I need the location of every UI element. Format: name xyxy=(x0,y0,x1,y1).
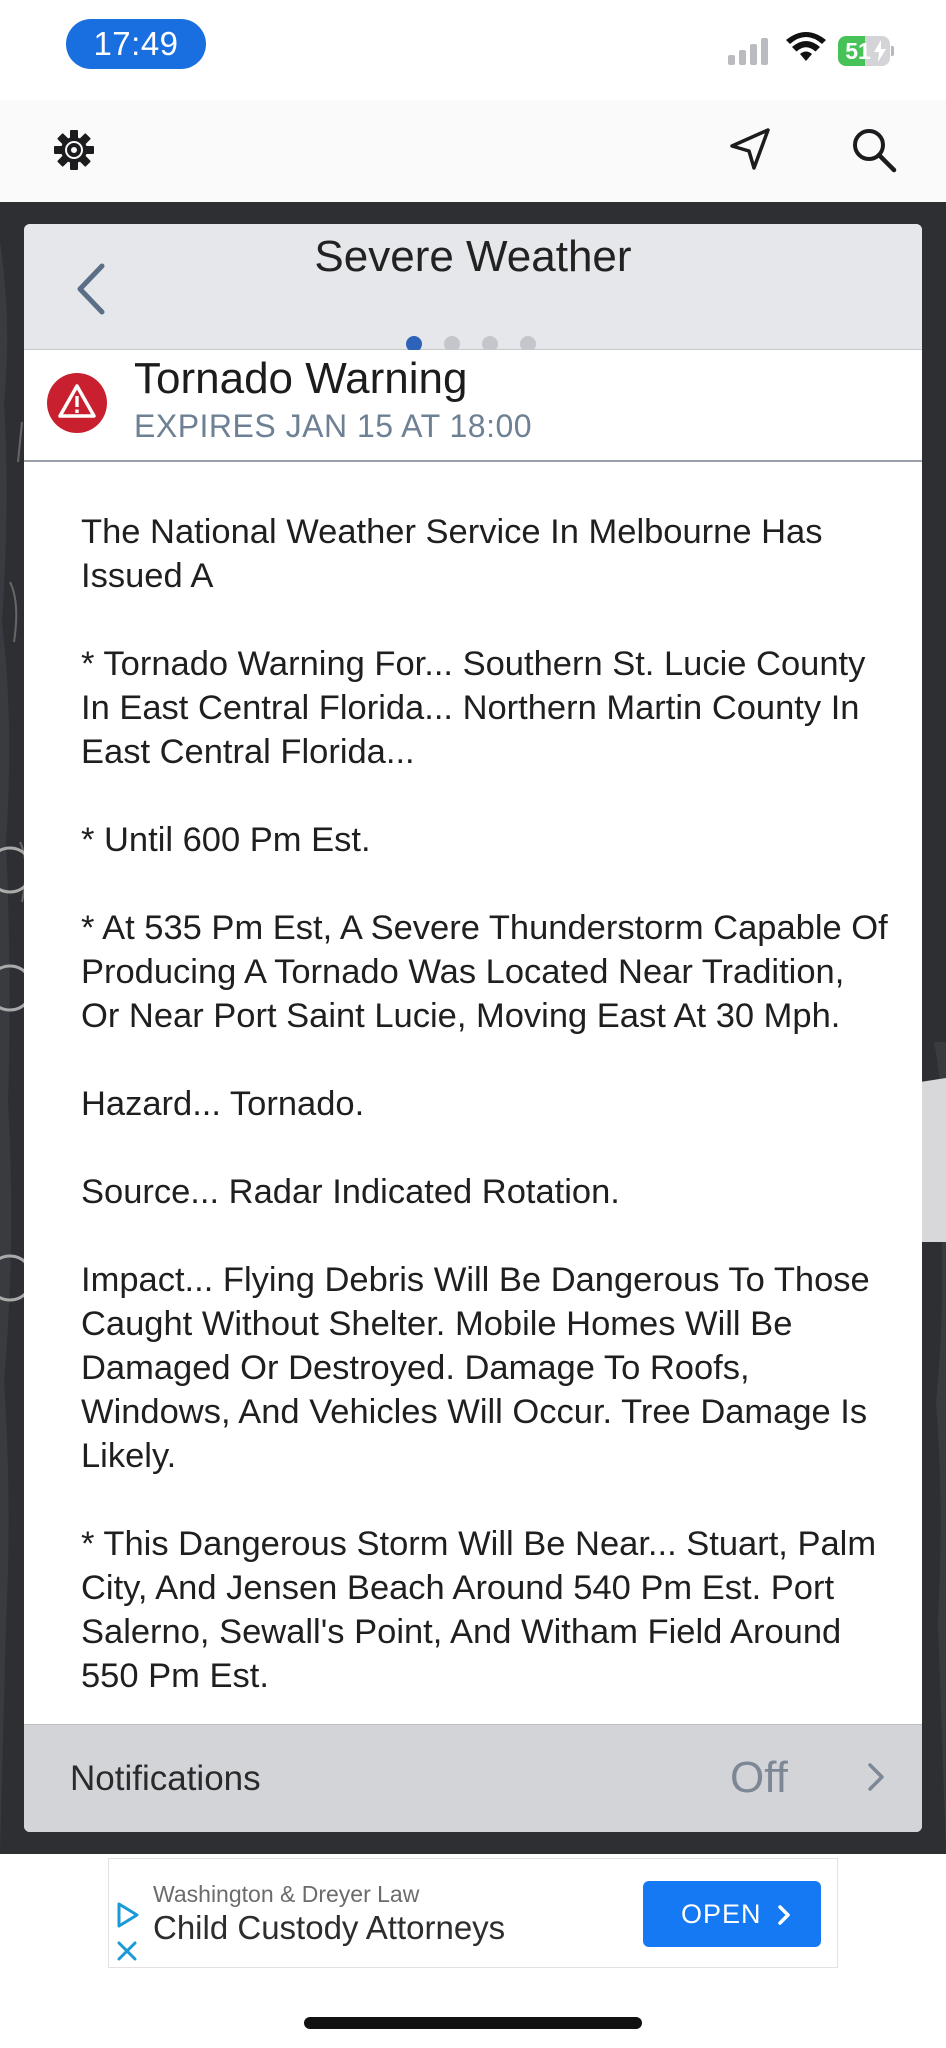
gear-icon[interactable] xyxy=(48,124,100,176)
ad-headline: Child Custody Attorneys xyxy=(153,1909,506,1946)
alert-paragraph: * This Dangerous Storm Will Be Near... Stuart, Palm City, And Jensen Beach Around 540 Pm Est. Port Salerno, Sewall's Point, And Witham Field Around 550 Pm Est. xyxy=(81,1525,877,1695)
alert-header xyxy=(24,350,922,462)
warning-triangle-icon xyxy=(46,372,108,434)
charging-bolt-icon xyxy=(873,40,887,62)
ad-choices-icon[interactable] xyxy=(115,1901,141,1929)
ad-sponsor: Washington & Dreyer Law xyxy=(153,1881,420,1907)
close-icon[interactable] xyxy=(115,1939,139,1963)
notifications-value: Off xyxy=(730,1753,788,1802)
notifications-label: Notifications xyxy=(70,1759,261,1798)
ad-open-button[interactable] xyxy=(643,1881,821,1947)
severe-weather-panel xyxy=(24,224,922,1832)
alert-paragraph: * At 535 Pm Est, A Severe Thunderstorm Capable Of Producing A Tornado Was Located Near Tradition, Or Near Port Saint Lucie, Moving East At 30 Mph. xyxy=(81,909,888,1035)
location-arrow-icon[interactable] xyxy=(724,124,776,176)
notifications-row[interactable] xyxy=(24,1724,922,1832)
status-time: 17:49 xyxy=(66,19,206,69)
battery-percent: 51 xyxy=(845,38,871,64)
wifi-icon xyxy=(786,32,826,64)
alert-paragraph: Source... Radar Indicated Rotation. xyxy=(81,1173,620,1211)
alert-paragraph: * Tornado Warning For... Southern St. Lucie County In East Central Florida... Northern Martin County In East Central Florida... xyxy=(81,645,866,771)
alert-description xyxy=(81,510,891,1724)
alert-title: Tornado Warning xyxy=(134,354,468,403)
alert-paragraph: Hazard... Tornado. xyxy=(81,1085,365,1123)
battery-icon xyxy=(838,36,894,66)
chevron-right-icon xyxy=(866,1761,886,1793)
status-bar xyxy=(0,0,946,100)
panel-title: Severe Weather xyxy=(314,232,632,281)
alert-paragraph: Impact... Flying Debris Will Be Dangerous To Those Caught Without Shelter. Mobile Homes Will Be Damaged Or Destroyed. Damage To Roofs, Windows, And Vehicles Will Occur. Tree Damage Is Likely. xyxy=(81,1261,870,1475)
alert-paragraph: * Until 600 Pm Est. xyxy=(81,821,371,859)
top-toolbar xyxy=(0,100,946,202)
alert-expiration: EXPIRES JAN 15 AT 18:00 xyxy=(134,408,533,444)
ad-open-label: OPEN xyxy=(681,1899,762,1929)
cellular-signal-icon xyxy=(728,37,770,65)
panel-header xyxy=(24,224,922,350)
alert-paragraph: The National Weather Service In Melbourne Has Issued A xyxy=(81,513,823,595)
chevron-right-icon xyxy=(777,1904,791,1926)
ad-banner[interactable] xyxy=(108,1858,838,1968)
alert-description-scroll[interactable] xyxy=(24,462,922,1724)
home-indicator[interactable] xyxy=(304,2017,642,2029)
search-icon[interactable] xyxy=(848,124,900,176)
